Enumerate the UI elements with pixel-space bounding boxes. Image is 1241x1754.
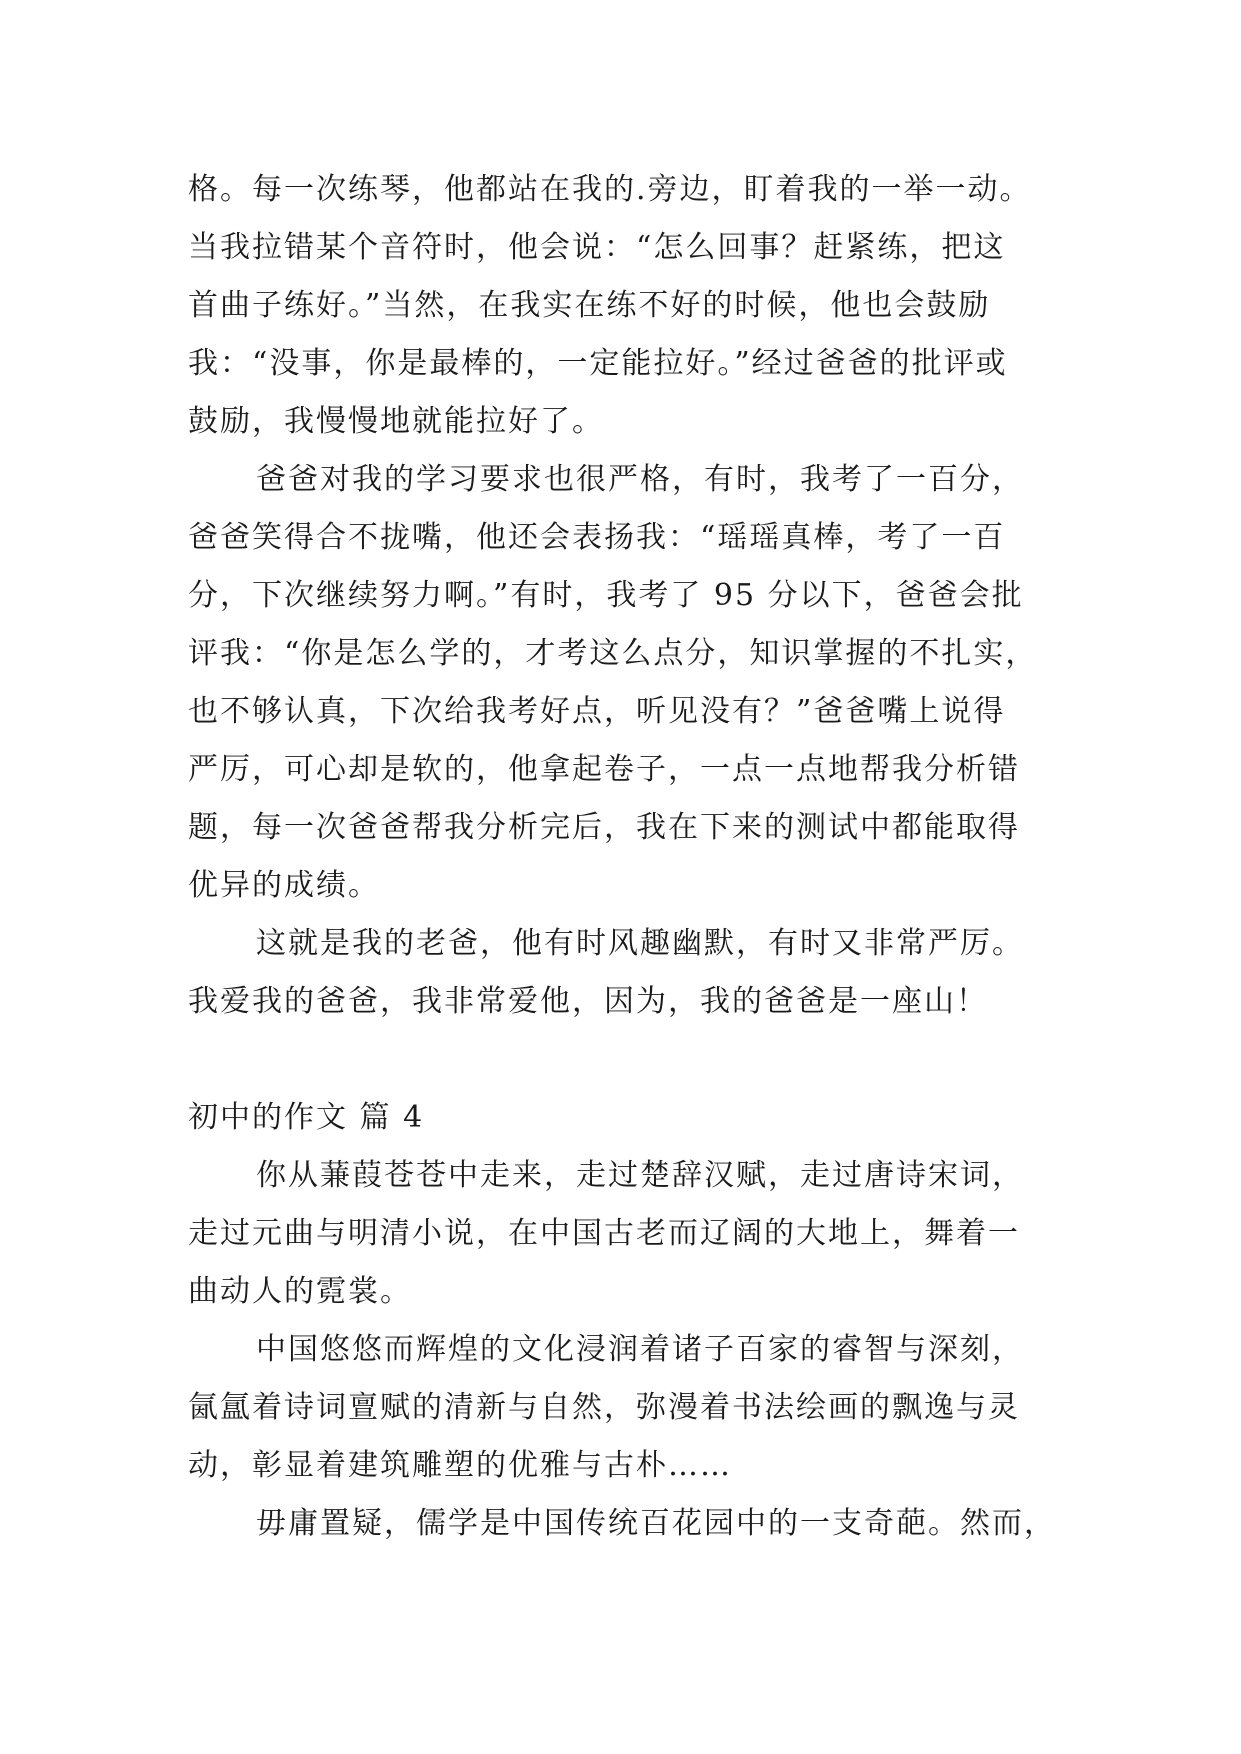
text-line: 格。每一次练琴，他都站在我的.旁边，盯着我的一举一动。 [188, 172, 1032, 207]
text-line: 分，下次继续努力啊。”有时，我考了 95 分以下，爸爸会批 [188, 578, 1024, 613]
text-line: 中国悠悠而辉煌的文化浸润着诸子百家的睿智与深刻， [256, 1332, 1024, 1367]
text-line: 题，每一次爸爸帮我分析完后，我在下来的测试中都能取得 [188, 810, 1020, 845]
text-line: 严厉，可心却是软的，他拿起卷子，一点一点地帮我分析错 [188, 752, 1020, 787]
text-line: 走过元曲与明清小说，在中国古老而辽阔的大地上，舞着一 [188, 1216, 1020, 1251]
text-line: 曲动人的霓裳。 [188, 1274, 412, 1309]
text-line: 氤氲着诗词亶赋的清新与自然，弥漫着书法绘画的飘逸与灵 [188, 1390, 1020, 1425]
text-line: 毋庸置疑，儒学是中国传统百花园中的一支奇葩。然而， [256, 1506, 1056, 1541]
text-line: 爸爸笑得合不拢嘴，他还会表扬我：“瑶瑶真棒，考了一百 [188, 520, 1006, 555]
text-line: 这就是我的老爸，他有时风趣幽默，有时又非常严厉。 [256, 926, 1024, 961]
text-line: 也不够认真，下次给我考好点，听见没有？”爸爸嘴上说得 [188, 694, 1006, 729]
text-line: 我：“没事，你是最棒的，一定能拉好。”经过爸爸的批评或 [188, 346, 1008, 381]
text-line: 爸爸对我的学习要求也很严格，有时，我考了一百分， [256, 462, 1024, 497]
text-line: 评我：“你是怎么学的，才考这么点分，知识掌握的不扎实， [188, 636, 1038, 671]
text-line: 优异的成绩。 [188, 868, 380, 903]
text-line: 首曲子练好。”当然，在我实在练不好的时候，他也会鼓励 [188, 288, 991, 323]
section-heading: 初中的作文 篇 4 [188, 1100, 425, 1135]
text-line: 你从蒹葭苍苍中走来，走过楚辞汉赋，走过唐诗宋词， [256, 1158, 1024, 1193]
text-line: 我爱我的爸爸，我非常爱他，因为，我的爸爸是一座山！ [188, 984, 988, 1019]
text-line: 动，彰显着建筑雕塑的优雅与古朴…… [188, 1448, 732, 1483]
text-line: 鼓励，我慢慢地就能拉好了。 [188, 404, 604, 439]
text-line: 当我拉错某个音符时，他会说：“怎么回事？赶紧练，把这 [188, 230, 1006, 265]
